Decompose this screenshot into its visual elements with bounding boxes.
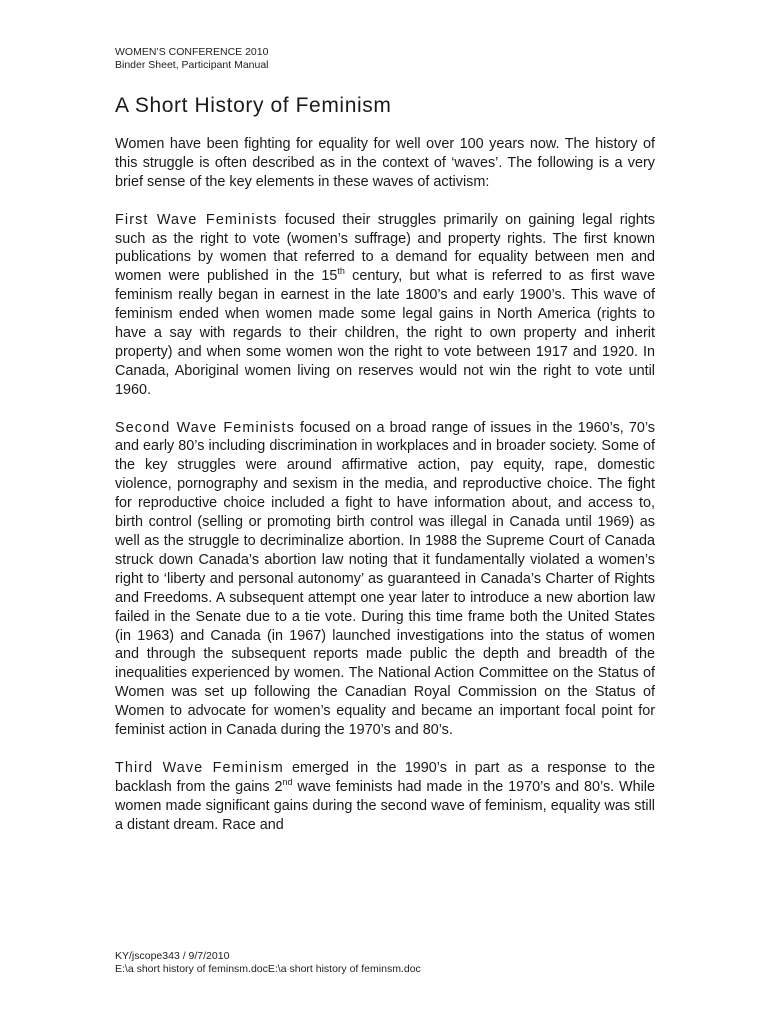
second-wave-lead: Second Wave Feminists (115, 419, 295, 436)
intro-paragraph: Women have been fighting for equality for well over 100 years now. The history of this struggle is often described as in the context of ‘waves’. The following is a very brief sense of the key elements in these waves of activism: (115, 136, 655, 190)
second-wave-paragraph (115, 419, 655, 740)
document-title: A Short History of Feminism (115, 94, 392, 117)
third-wave-lead: Third Wave Feminism (115, 759, 284, 776)
third-wave-text-part2: wave feminists had made in the 1970’s and 80’s. While women made significant gains during the second wave of feminism, equality was still a distant dream. Race and (115, 778, 656, 833)
first-wave-paragraph (115, 211, 655, 400)
header-conference-line: WOMEN’S CONFERENCE 2010 (115, 46, 269, 58)
document-body (115, 135, 655, 834)
page-header (115, 46, 269, 72)
second-wave-text: focused on a broad range of issues in the 1960’s, 70’s and early 80’s including discrimination in workplaces and in broader society. Some of the key struggles were around affirmative action, pay equity, rape, domestic violence, pornography and sexism in the media, and reproductive choice. The fight for reproductive choice included a fight to have information about, and access to, birth control (selling or promoting birth control was illegal in Canada until 1969) as well as the struggle to decriminalize abortion. In 1988 the Supreme Court of Canada struck down Canada’s abortion law noting that it fundamentally violated a women’s right to ‘liberty and personal autonomy’ as guaranteed in Canada’s Charter of Rights and Freedoms. A subsequent attempt one year later to introduce a new abortion law failed in the Senate due to a tie vote. During this time frame both the United States (in 1963) and Canada (in 1967) launched investigations into the status of women and through the subsequent reports made public the depth and breadth of the inequalities experienced by women. The National Action Committee on the Status of Women was set up following the Canadian Royal Commission on the Status of Women to advocate for women’s equality and became an important focal point for feminist action in Canada during the 1970’s and 80’s. (115, 419, 655, 739)
footer-file-path: E:\a short history of feminsm.docE:\a short history of feminsm.doc (115, 963, 421, 975)
third-wave-paragraph (115, 759, 655, 835)
first-wave-text-part2: century, but what is referred to as first wave feminism really began in earnest in the late 1800’s and early 1900’s. This wave of feminism ended when women made some legal gains in North America (rights to have a say with regards to their children, the right to own property and inherit property) and when some women won the right to vote between 1917 and 1920. In Canada, Aboriginal women living on reserves would not win the right to vote until 1960. (115, 268, 655, 398)
page-footer (115, 950, 421, 976)
first-wave-superscript: th (337, 266, 345, 277)
footer-author-date: KY/jscope343 / 9/7/2010 (115, 950, 230, 962)
third-wave-superscript: nd (282, 776, 293, 787)
header-binder-line: Binder Sheet, Participant Manual (115, 59, 269, 71)
third-wave-text-part1: emerged in the 1990’s in part as a response to the backlash from the gains 2 (115, 759, 655, 795)
first-wave-text-part1: focused their struggles primarily on gaining legal rights such as the right to vote (women’s suffrage) and property rights. The first known publications by women that referred to a demand for equality between men and women were published in the 15 (115, 211, 655, 285)
first-wave-lead: First Wave Feminists (115, 211, 278, 228)
